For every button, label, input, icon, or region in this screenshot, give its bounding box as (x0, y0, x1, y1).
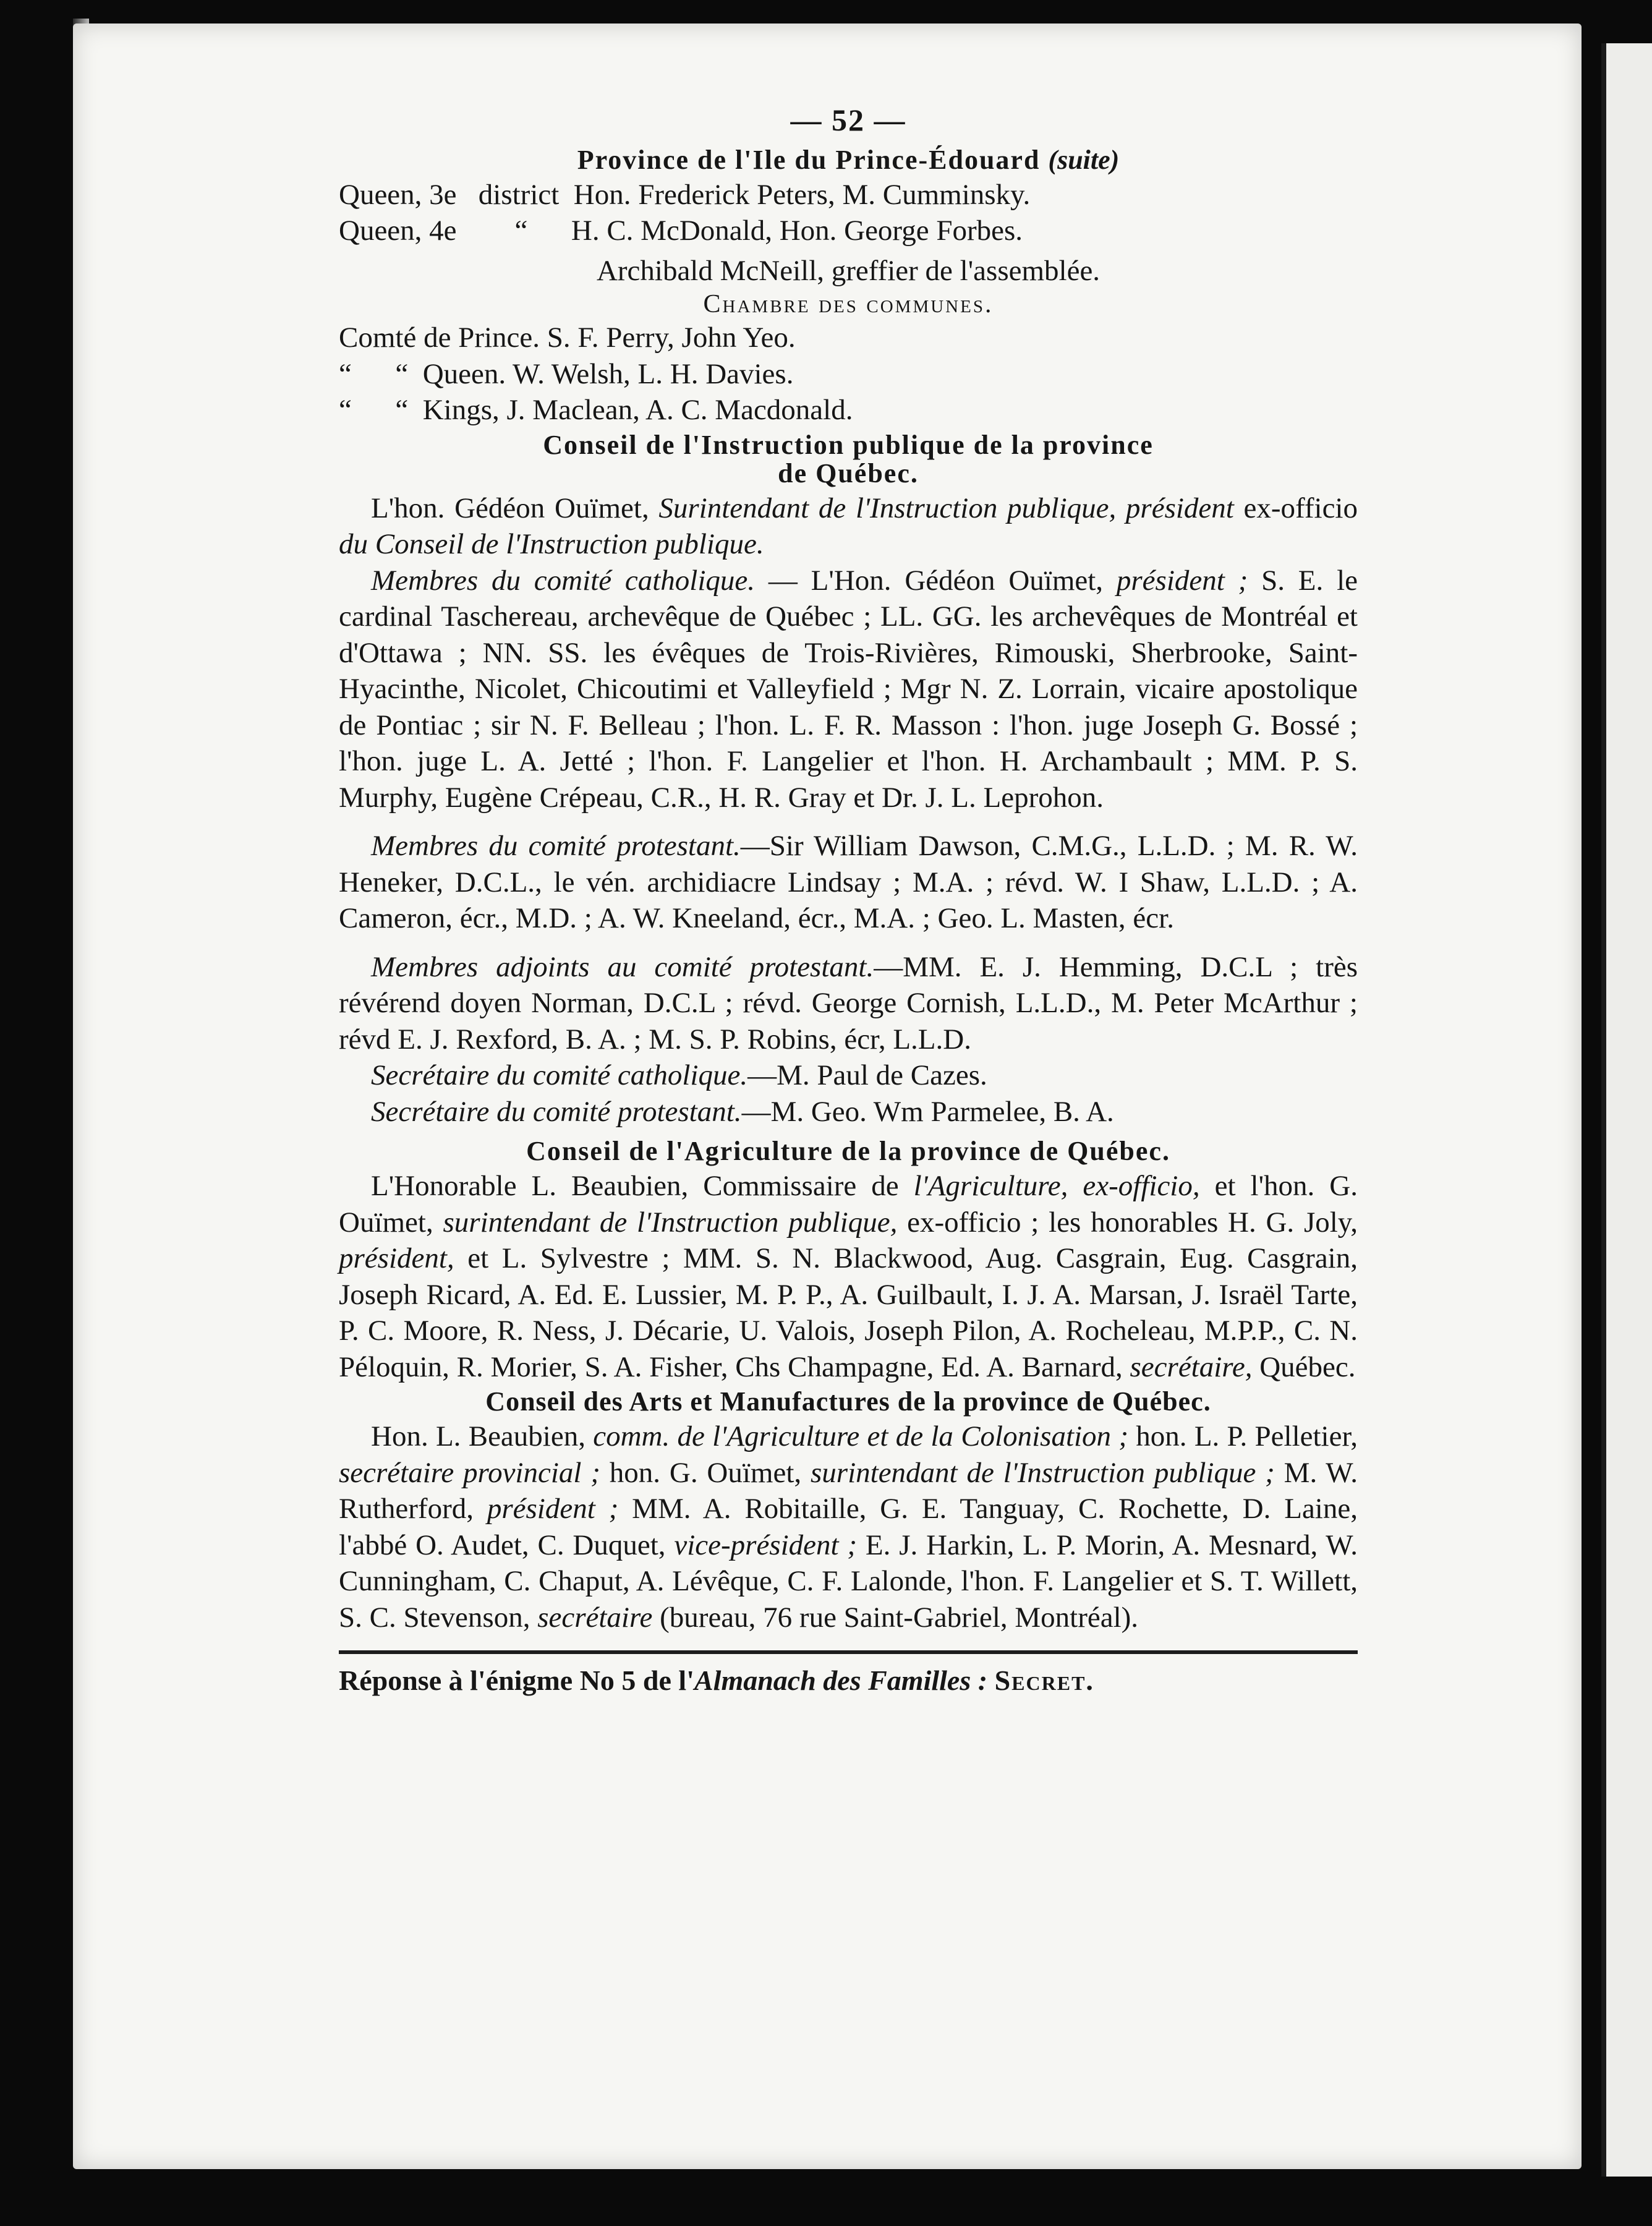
commons-line-prince: Comté de Prince. S. F. Perry, John Yeo. (339, 322, 796, 354)
section-heading-arts: Conseil des Arts et Manufactures de la province de Québec. (485, 1386, 1211, 1417)
catholic-committee-text-b: S. E. le cardinal Taschereau, archevêque de Québec ; LL. GG. les archevêques de Montréal et d'Ottawa ; NN. SS. les évêques de Trois-Rivières, Rimouski, Sherbrooke, Saint-Hyacinthe, Nicolet, Chicoutimi et Valleyfield ; Mgr N. Z. Lorrain, vicaire apostolique de Pontiac ; sir N. F. Belleau ; l'hon. L. F. R. Masson : l'hon. juge Joseph G. Bossé ; l'hon. juge L. A. Jetté ; l'hon. F. Langelier et l'hon. H. Archambault ; MM. P. S. Murphy, Eugène Crépeau, C.R., H. R. Gray et Dr. J. L. Leprohon. (339, 564, 1358, 814)
catholic-secretary-name: —M. Paul de Cazes. (747, 1059, 987, 1091)
instruction-p1-a: L'hon. Gédéon Ouïmet, (371, 492, 659, 524)
arts-i5: vice-président ; (674, 1529, 858, 1561)
commons-line-kings: “ “ Kings, J. Maclean, A. C. Macdonald. (339, 394, 853, 426)
agriculture-t1: L'Honorable L. Beaubien, Commissaire de (371, 1170, 914, 1202)
agriculture-i2: surintendant de l'Instruction publique, (443, 1206, 898, 1239)
protestant-adjuncts-text: —MM. E. J. Hemming, D.C.L ; très révérend doyen Norman, D.C.L ; révd. George Cornish, L.L.D., M. Peter McArthur ; révd E. J. Rexford, B. A. ; M. S. P. Robins, écr, L.L.D. (339, 950, 1358, 1055)
page-number: — 52 — (790, 103, 906, 137)
instruction-p1-c: ex-officio (1233, 492, 1358, 524)
agriculture-i1: l'Agriculture, ex-officio, (913, 1170, 1200, 1202)
protestant-adjuncts-paragraph (339, 949, 1358, 1058)
arts-i4: président ; (487, 1493, 619, 1525)
protestant-committee-label: Membres du comité protestant. (371, 830, 741, 862)
catholic-secretary-label: Secrétaire du comité catholique. (371, 1059, 748, 1091)
agriculture-t5: Québec. (1252, 1350, 1356, 1383)
arts-t5: MM. A. Robitaille, G. E. Tanguay, C. Rochette, D. Laine, l'abbé O. Audet, C. Duquet, (339, 1493, 1358, 1561)
adjacent-page-edge (1601, 43, 1652, 2177)
arts-i3: surintendant de l'Instruction publique ; (811, 1456, 1275, 1489)
instruction-p1-b: Surintendant de l'Instruction publique, président (658, 492, 1234, 524)
footer-text-a: Réponse à l'énigme No 5 de l' (339, 1665, 694, 1696)
protestant-secretary-label: Secrétaire du comité protestant. (371, 1095, 742, 1128)
agriculture-t4: et L. Sylvestre ; MM. S. N. Blackwood, Aug. Casgrain, Eug. Casgrain, Joseph Ricard, A. Ed. E. Lussier, M. P. P., A. Guilbault, I. J. A. Marsan, J. Israël Tarte, P. C. Moore, R. Ness, J. Décarie, U. Valois, Joseph Pilon, A. Rocheleau, M.P.P., C. N. Péloquin, R. Morier, S. A. Fisher, Chs Champagne, Ed. A. Barnard, (339, 1242, 1358, 1383)
section-heading-agriculture: Conseil de l'Agriculture de la province de Québec. (526, 1136, 1170, 1166)
agriculture-t3: ex-officio ; les honorables H. G. Joly, (897, 1206, 1358, 1239)
arts-t7: (bureau, 76 rue Saint-Gabriel, Montréal). (652, 1601, 1139, 1634)
instruction-president-paragraph (339, 490, 1358, 563)
pei-clerk: Archibald McNeill, greffier de l'assemblée. (596, 254, 1101, 287)
footer-answer: Secret. (994, 1665, 1094, 1696)
protestant-committee-paragraph (339, 828, 1358, 937)
instruction-p1-d: du Conseil de l'Instruction publique. (339, 528, 764, 560)
pei-heading-text: Province de l'Ile du Prince-Édouard (577, 144, 1041, 175)
arts-t1: Hon. L. Beaubien, (371, 1420, 594, 1452)
catholic-secretary-line (339, 1057, 1358, 1094)
pei-line-queen-4: Queen, 4e “ H. C. McDonald, Hon. George Forbes. (339, 215, 1023, 247)
agriculture-paragraph (339, 1168, 1358, 1385)
page-content (339, 102, 1358, 1699)
catholic-committee-paragraph (339, 563, 1358, 816)
commons-subheading: Chambre des communes. (703, 290, 994, 318)
section-heading-instruction: Conseil de l'Instruction publique de la province (543, 429, 1154, 460)
pei-heading-tag: (suite) (1048, 144, 1120, 175)
footer-riddle-answer (339, 1663, 1358, 1699)
footer-almanach: Almanach des Familles : (694, 1665, 988, 1696)
arts-t2: hon. L. P. Pelletier, (1128, 1420, 1358, 1452)
commons-line-queen: “ “ Queen. W. Welsh, L. H. Davies. (339, 357, 794, 390)
arts-t4: M. W. Rutherford, (339, 1456, 1358, 1525)
pei-line-queen-3: Queen, 3e district Hon. Frederick Peters, M. Cumminsky. (339, 178, 1031, 211)
section-heading-pei (339, 143, 1358, 177)
protestant-secretary-name: —M. Geo. Wm Parmelee, B. A. (741, 1095, 1114, 1128)
catholic-committee-label: Membres du comité catholique. (371, 564, 756, 597)
section-heading-instruction-line2: de Québec. (778, 458, 919, 488)
arts-i1: comm. de l'Agriculture et de la Colonisation ; (593, 1420, 1128, 1452)
protestant-committee-text: —Sir William Dawson, C.M.G., L.L.D. ; M. R. W. Heneker, D.C.L., le vén. archidiacre Lindsay ; M.A. ; révd. W. I Shaw, L.L.D. ; A. Cameron, écr., M.D. ; A. W. Kneeland, écr., M.A. ; Geo. L. Masten, écr. (339, 830, 1358, 934)
protestant-secretary-line (339, 1094, 1358, 1130)
arts-t3: hon. G. Ouïmet, (600, 1456, 811, 1489)
arts-i2: secrétaire provincial ; (339, 1456, 600, 1489)
arts-t6: E. J. Harkin, L. P. Morin, A. Mesnard, W. Cunningham, C. Chaput, A. Lévêque, C. F. Lalonde, l'hon. F. Langelier et S. T. Willett, S. C. Stevenson, (339, 1529, 1358, 1634)
arts-paragraph (339, 1418, 1358, 1635)
agriculture-i4: secrétaire, (1130, 1350, 1253, 1383)
arts-i6: secrétaire (537, 1601, 653, 1634)
catholic-committee-president: président ; (1116, 564, 1248, 597)
protestant-adjuncts-label: Membres adjoints au comité protestant. (371, 950, 874, 983)
footer-divider (339, 1650, 1358, 1654)
agriculture-t2: et l'hon. G. Ouïmet, (339, 1170, 1358, 1239)
agriculture-i3: président, (339, 1242, 454, 1274)
catholic-committee-text-a: — L'Hon. Gédéon Ouïmet, (755, 564, 1117, 597)
